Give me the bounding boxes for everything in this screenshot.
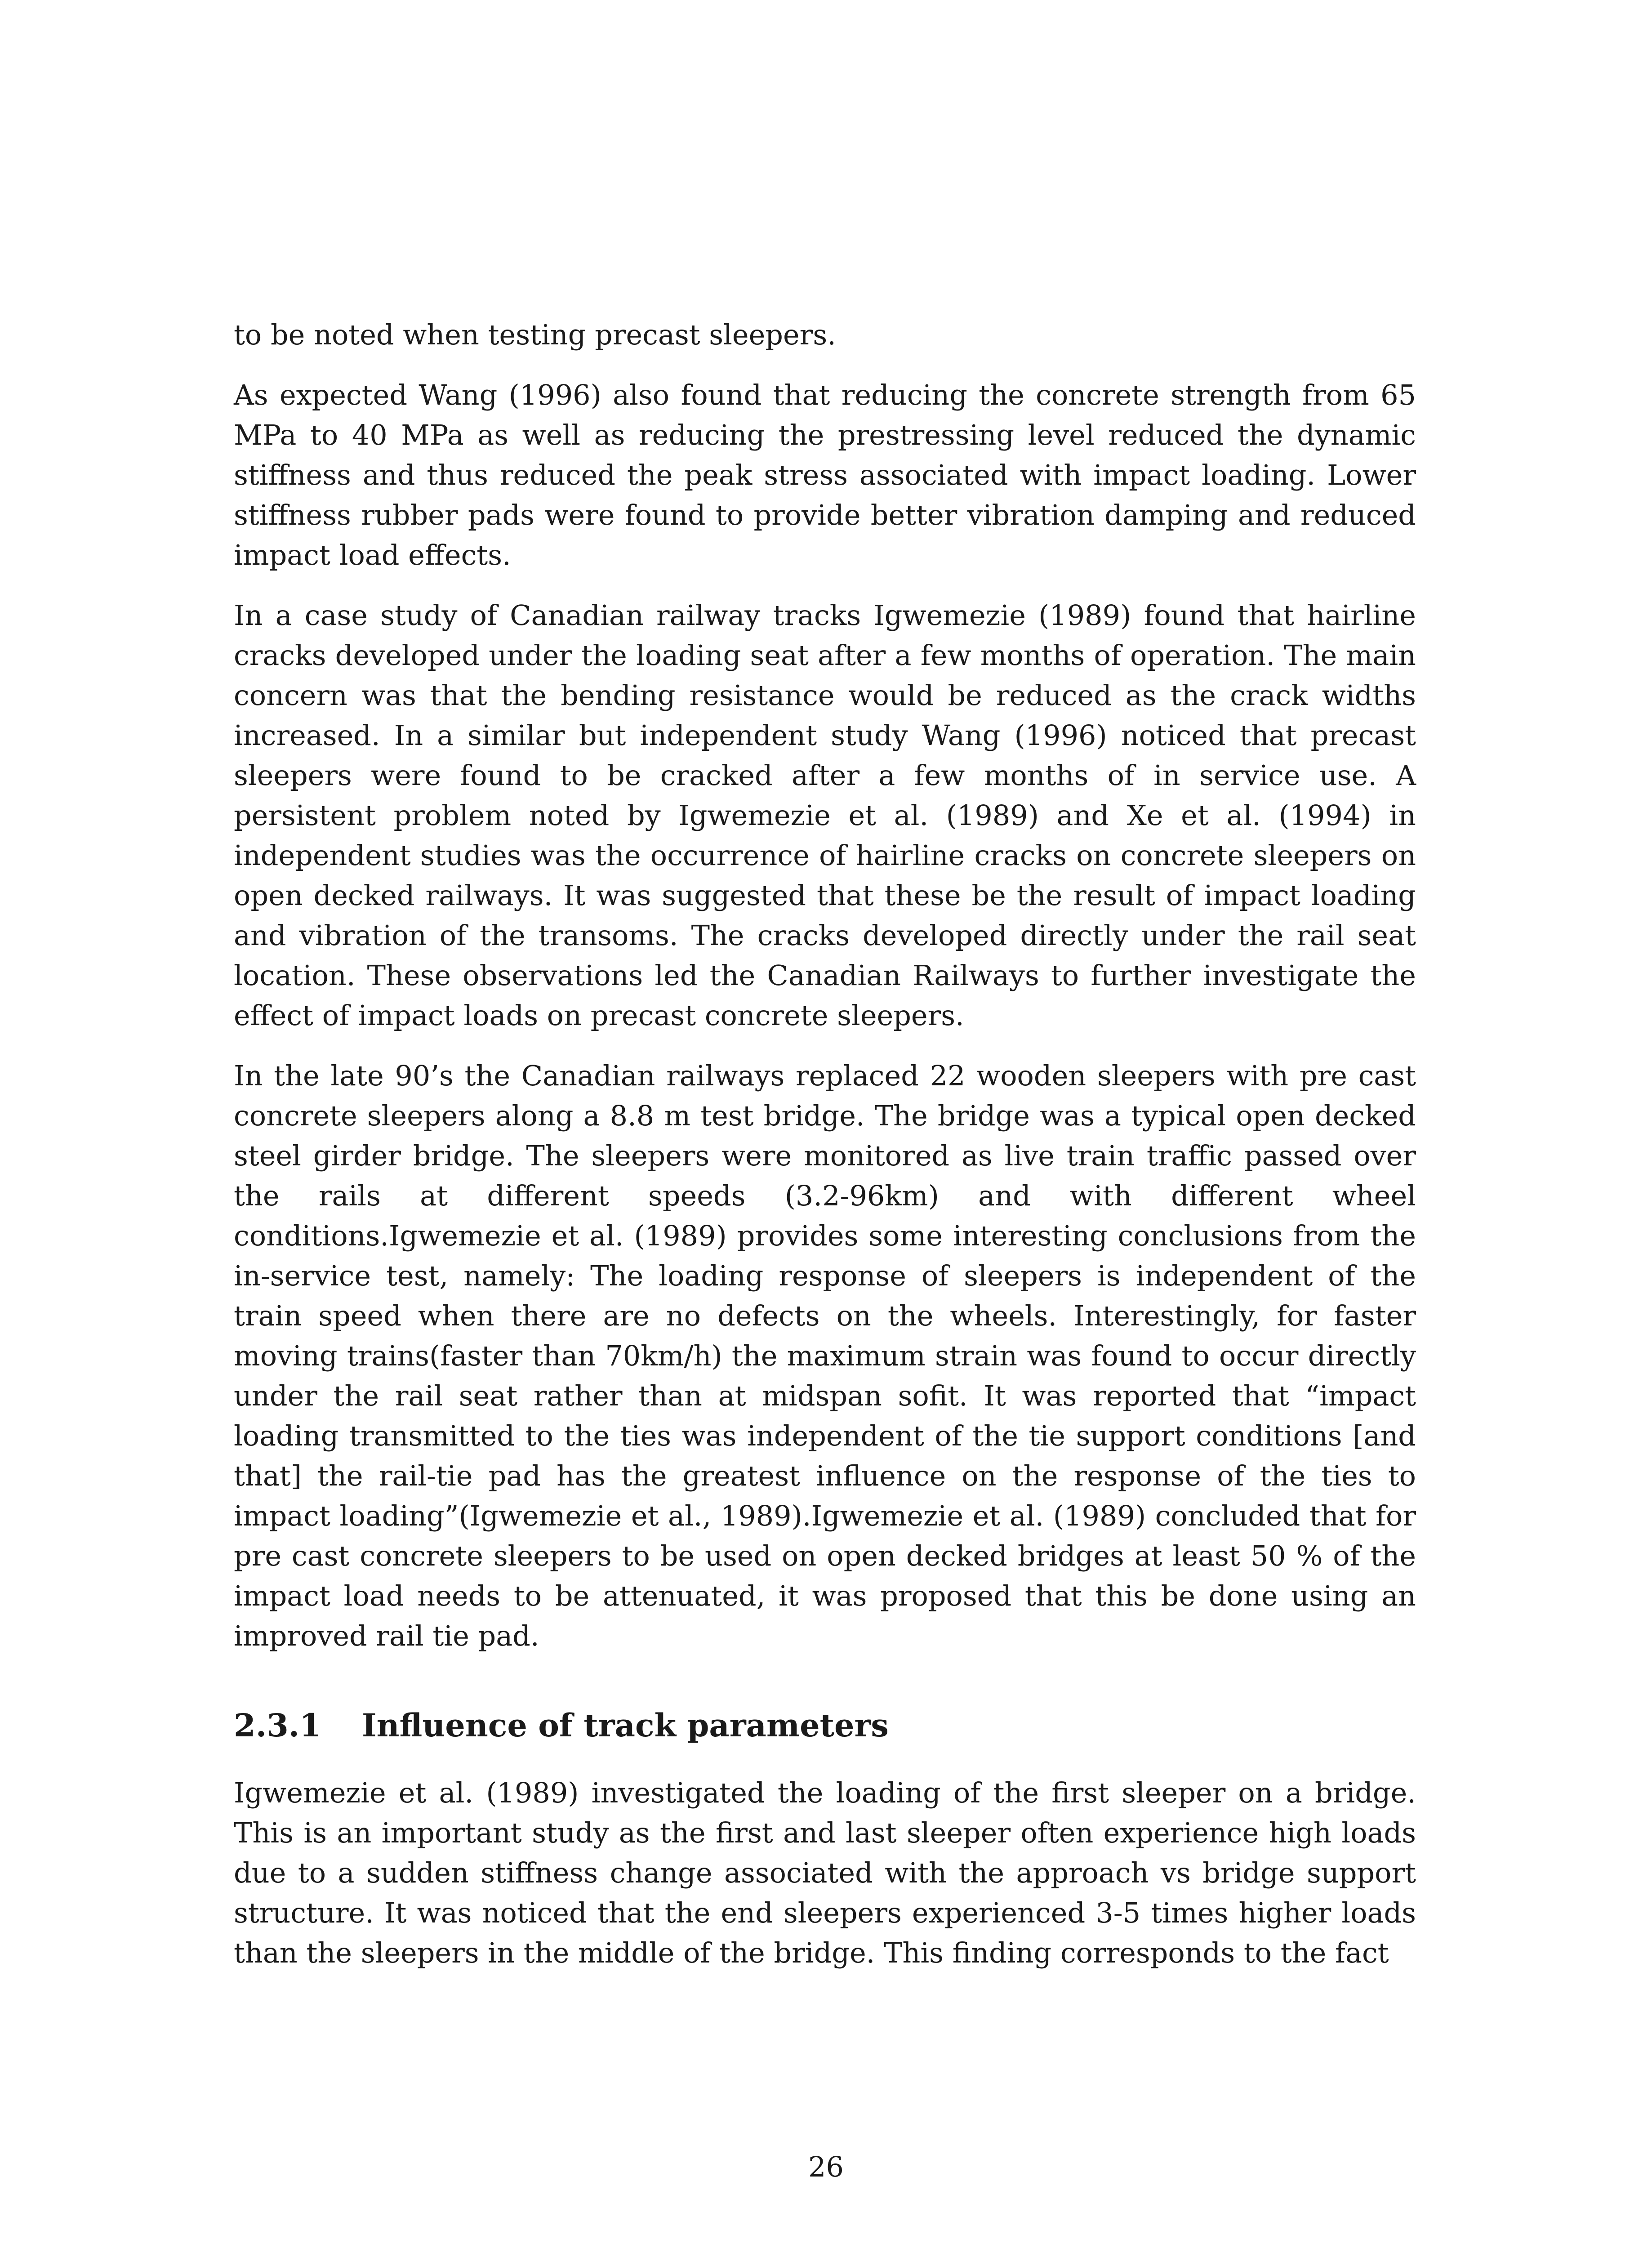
section-title: Influence of track parameters	[361, 1707, 889, 1744]
paragraph: In a case study of Canadian railway tracks Igwemezie (1989) found that hairline cracks developed under the loading seat after a few months of operation. The main concern was that the bending resistance would be reduced as the crack widths increased. In a similar but independent study Wang (1996) noticed that precast sleepers were found to be cracked after a few months of in service use. A persistent problem noted by Igwemezie et al. (1989) and Xe et al. (1994) in independent studies was the occurrence of hairline cracks on concrete sleepers on open decked railways. It was suggested that these be the result of impact loading and vibration of the transoms. The cracks developed directly under the rail seat location. These observations led the Canadian Railways to further investigate the effect of impact loads on precast concrete sleepers.	[234, 599, 1416, 1032]
paragraph: Igwemezie et al. (1989) investigated the loading of the first sleeper on a bridge. This is an important study as the first and last sleeper often experience high loads due to a sudden stiffness change associated with the approach vs bridge support structure. It was noticed that the end sleepers experienced 3-5 times higher loads than the sleepers in the middle of the bridge. This finding corresponds to the fact	[234, 1776, 1416, 1969]
section-number: 2.3.1	[234, 1707, 321, 1744]
paragraph: In the late 90’s the Canadian railways replaced 22 wooden sleepers with pre cast concrete sleepers along a 8.8 m test bridge. The bridge was a typical open decked steel girder bridge. The sleepers were monitored as live train traffic passed over the rails at different speeds (3.2-96km) and with different wheel conditions.Igwemezie et al. (1989) provides some interesting conclusions from the in-service test, namely: The loading response of sleepers is independent of the train speed when there are no defects on the wheels. Interestingly, for faster moving trains(faster than 70km/h) the maximum strain was found to occur directly under the rail seat rather than at midspan sofit. It was reported that “impact loading transmitted to the ties was independent of the tie support conditions [and that] the rail-tie pad has the greatest influence on the response of the ties to impact loading”(Igwemezie et al., 1989).Igwemezie et al. (1989) concluded that for pre cast concrete sleepers to be used on open decked bridges at least 50 % of the impact load needs to be attenuated, it was proposed that this be done using an improved rail tie pad.	[234, 1059, 1416, 1652]
paragraph: to be noted when testing precast sleepers.	[234, 318, 836, 351]
page-body	[234, 315, 1416, 1973]
page-number: 26	[808, 2150, 844, 2183]
section-heading	[234, 1705, 1416, 1746]
paragraph: As expected Wang (1996) also found that reducing the concrete strength from 65 MPa to 40 MPa as well as reducing the prestressing level reduced the dynamic stiffness and thus reduced the peak stress associated with impact loading. Lower stiffness rubber pads were found to provide better vibration damping and reduced impact load effects.	[234, 379, 1416, 571]
